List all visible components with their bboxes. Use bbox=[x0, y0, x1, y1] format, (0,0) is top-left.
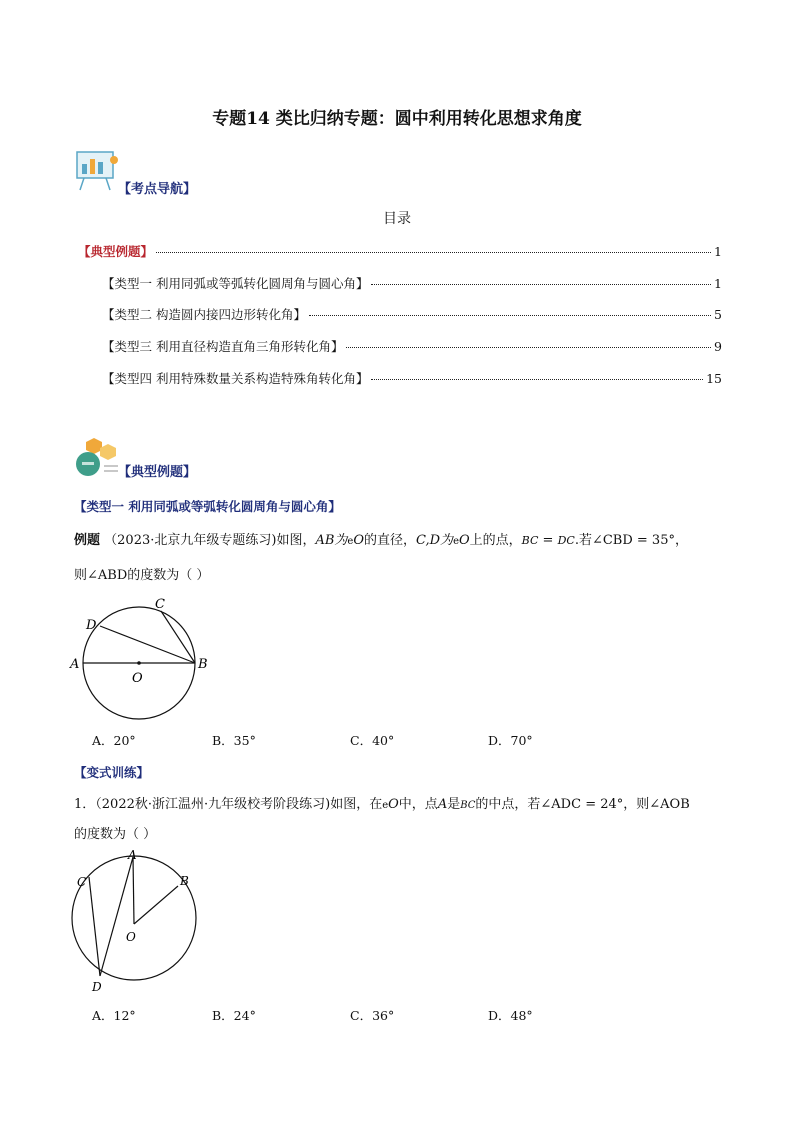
example-text: 的直径， bbox=[364, 533, 417, 548]
toc-title: 目录 bbox=[383, 211, 411, 227]
option-a[interactable]: A．12° bbox=[92, 1008, 136, 1023]
circle-symbol: e bbox=[382, 800, 389, 811]
toc-item[interactable] bbox=[78, 242, 722, 260]
toc-leader-dots bbox=[346, 347, 711, 348]
label-d: D bbox=[92, 980, 102, 994]
toc-leader-dots bbox=[371, 284, 711, 285]
label-c: C bbox=[155, 597, 165, 612]
toc-item-label: 【类型四 利用特殊数量关系构造特殊角转化角】 bbox=[102, 371, 369, 386]
question-text: 的中点，若∠ADC = 24°，则∠AOB bbox=[475, 797, 690, 812]
toc-item-page: 1 bbox=[714, 244, 722, 259]
nav-header: 【考点导航】 bbox=[118, 182, 197, 197]
radius-ob bbox=[134, 886, 178, 924]
question1-circle-figure bbox=[62, 848, 212, 998]
toc-item[interactable] bbox=[102, 369, 722, 387]
option-c[interactable]: C．36° bbox=[350, 1008, 395, 1023]
option-b[interactable]: B．35° bbox=[212, 733, 256, 748]
label-o: O bbox=[132, 671, 143, 686]
board-chart-icon bbox=[74, 150, 120, 192]
flask-icon bbox=[72, 436, 120, 478]
option-a[interactable]: A．20° bbox=[92, 733, 136, 748]
chord-cd bbox=[89, 877, 100, 976]
arc-name: DC bbox=[557, 534, 575, 547]
toc-leader-dots bbox=[309, 315, 711, 316]
toc-item-page: 15 bbox=[706, 371, 722, 386]
question1-line1 bbox=[74, 795, 690, 816]
toc-item-page: 5 bbox=[714, 307, 722, 322]
option-d[interactable]: D．48° bbox=[488, 1008, 533, 1023]
example-source: （2023·北京九年级专题练习)如图， bbox=[104, 533, 316, 548]
center-point bbox=[137, 661, 141, 665]
question-text: 1．（2022秋·浙江温州·九年级校考阶段练习)如图，在 bbox=[74, 797, 383, 812]
example-question-line1 bbox=[74, 531, 688, 552]
toc-item[interactable] bbox=[102, 305, 722, 323]
toc-item-page: 1 bbox=[714, 276, 722, 291]
equals-sign: = bbox=[542, 533, 554, 548]
toc-leader-dots bbox=[371, 379, 703, 380]
example-text: AB为 bbox=[315, 533, 348, 548]
example-text: .若∠CBD = 35°， bbox=[574, 533, 688, 548]
example-question-line2: 则∠ABD的度数为（ ） bbox=[74, 568, 210, 583]
chord-bd bbox=[100, 626, 195, 663]
option-d[interactable]: D．70° bbox=[488, 733, 533, 748]
circle-symbol: e bbox=[347, 536, 354, 547]
toc-item-page: 9 bbox=[714, 339, 722, 354]
label-b: B bbox=[180, 874, 189, 888]
circle-name: O bbox=[353, 533, 364, 548]
chord-bc bbox=[161, 611, 195, 663]
chord-ad bbox=[100, 857, 133, 976]
option-c[interactable]: C．40° bbox=[350, 733, 395, 748]
toc-item-label: 【类型三 利用直径构造直角三角形转化角】 bbox=[102, 339, 344, 354]
toc-item-label: 【类型二 构造圆内接四边形转化角】 bbox=[102, 307, 306, 322]
example-circle-figure bbox=[66, 592, 216, 722]
label-a: A bbox=[128, 848, 137, 862]
circle-name: O bbox=[458, 533, 470, 548]
toc-item[interactable] bbox=[102, 337, 722, 355]
page-title: 专题14 类比归纳专题：圆中利用转化思想求角度 bbox=[212, 109, 582, 129]
circle-name: O bbox=[388, 797, 399, 812]
toc-item-label: 【典型例题】 bbox=[78, 244, 154, 259]
option-b[interactable]: B．24° bbox=[212, 1008, 256, 1023]
toc-leader-dots bbox=[156, 252, 711, 253]
label-a: A bbox=[70, 657, 80, 672]
variant-header: 【变式训练】 bbox=[74, 765, 150, 780]
label-d: D bbox=[86, 618, 97, 633]
example-text: C,D为 bbox=[416, 533, 454, 548]
example-label: 例题 bbox=[74, 533, 101, 548]
radius-oa bbox=[133, 857, 134, 924]
question-text: 是 bbox=[447, 797, 461, 812]
arc-name: BC bbox=[521, 534, 539, 547]
question1-line2: 的度数为（ ） bbox=[74, 827, 157, 842]
example-text: 上的点， bbox=[469, 533, 522, 548]
label-b: B bbox=[198, 657, 208, 672]
point-name: A bbox=[437, 797, 448, 812]
toc-item-label: 【类型一 利用同弧或等弧转化圆周角与圆心角】 bbox=[102, 276, 369, 291]
arc-name: BC bbox=[460, 800, 476, 811]
label-o: O bbox=[126, 930, 136, 944]
circle-symbol: e bbox=[453, 536, 459, 547]
type1-header: 【类型一 利用同弧或等弧转化圆周角与圆心角】 bbox=[74, 499, 341, 514]
section-header: 【典型例题】 bbox=[118, 465, 197, 480]
label-c: C bbox=[77, 875, 87, 889]
toc-item[interactable] bbox=[102, 274, 722, 292]
question-text: 中，点 bbox=[398, 797, 438, 812]
